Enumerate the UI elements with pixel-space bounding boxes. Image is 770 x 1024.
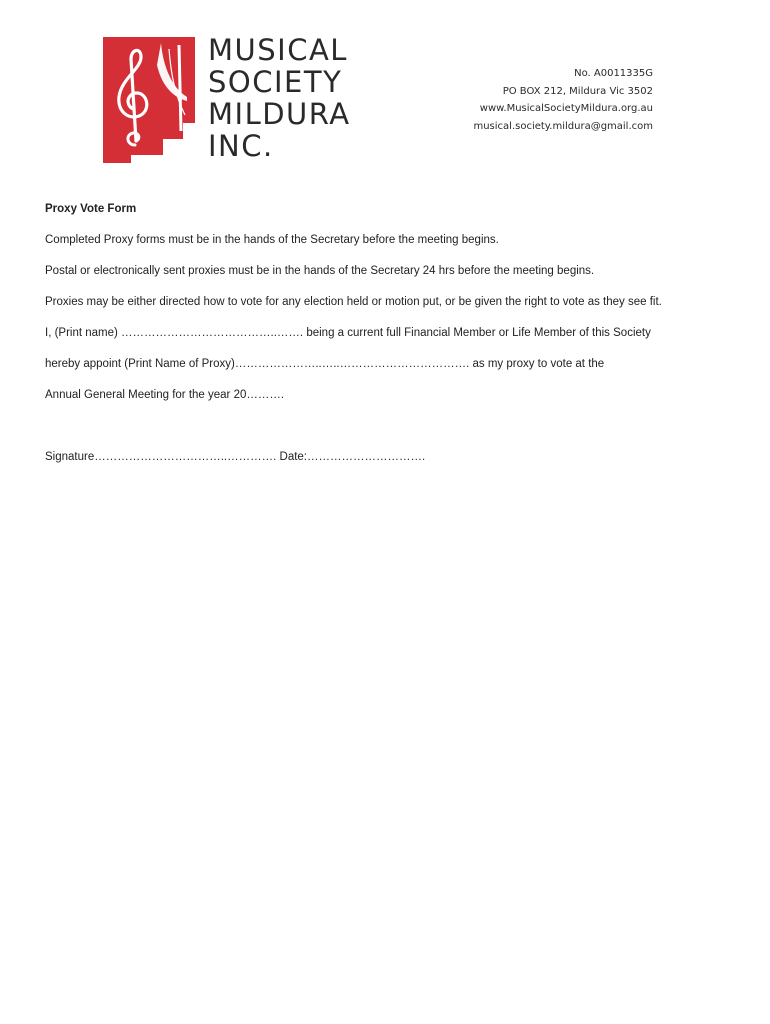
org-name-line-3: MILDURA	[208, 97, 351, 131]
logo-curtain-pole	[179, 45, 181, 131]
instruction-deadline: Completed Proxy forms must be in the hands of the Secretary before the meeting begins.	[45, 234, 499, 246]
contact-details	[473, 65, 653, 135]
print-name-line[interactable]: I, (Print name) …………………………………..……. being a current full Financial Member or Life Member of this Society	[45, 327, 651, 339]
postal-address: PO BOX 212, Mildura Vic 3502	[502, 85, 653, 97]
website-link[interactable]: www.MusicalSocietyMildura.org.au	[479, 103, 653, 114]
email-link[interactable]: musical.society.mildura@gmail.com	[473, 120, 653, 132]
instruction-postal: Postal or electronically sent proxies must be in the hands of the Secretary 24 hrs before the meeting begins.	[45, 265, 595, 277]
org-name-line-4: INC.	[208, 129, 274, 163]
registration-number: No. A0011335G	[574, 68, 653, 79]
form-title: Proxy Vote Form	[45, 203, 137, 215]
musical-society-logo	[101, 35, 197, 163]
signature-date-line[interactable]: Signature……………………………..…………. Date:………………………….	[45, 451, 426, 463]
appoint-proxy-line[interactable]: hereby appoint (Print Name of Proxy)…………………..…..……………………………. as my proxy to vote at the	[45, 358, 605, 370]
agm-year-line[interactable]: Annual General Meeting for the year 20……….	[45, 389, 285, 401]
form-body	[45, 201, 725, 465]
org-name-line-2: SOCIETY	[208, 65, 343, 99]
org-name-line-1: MUSICAL	[208, 33, 348, 67]
instruction-proxy-rights: Proxies may be either directed how to vote for any election held or motion put, or be given the right to vote as they see fit.	[45, 296, 662, 308]
organisation-name	[208, 34, 351, 162]
